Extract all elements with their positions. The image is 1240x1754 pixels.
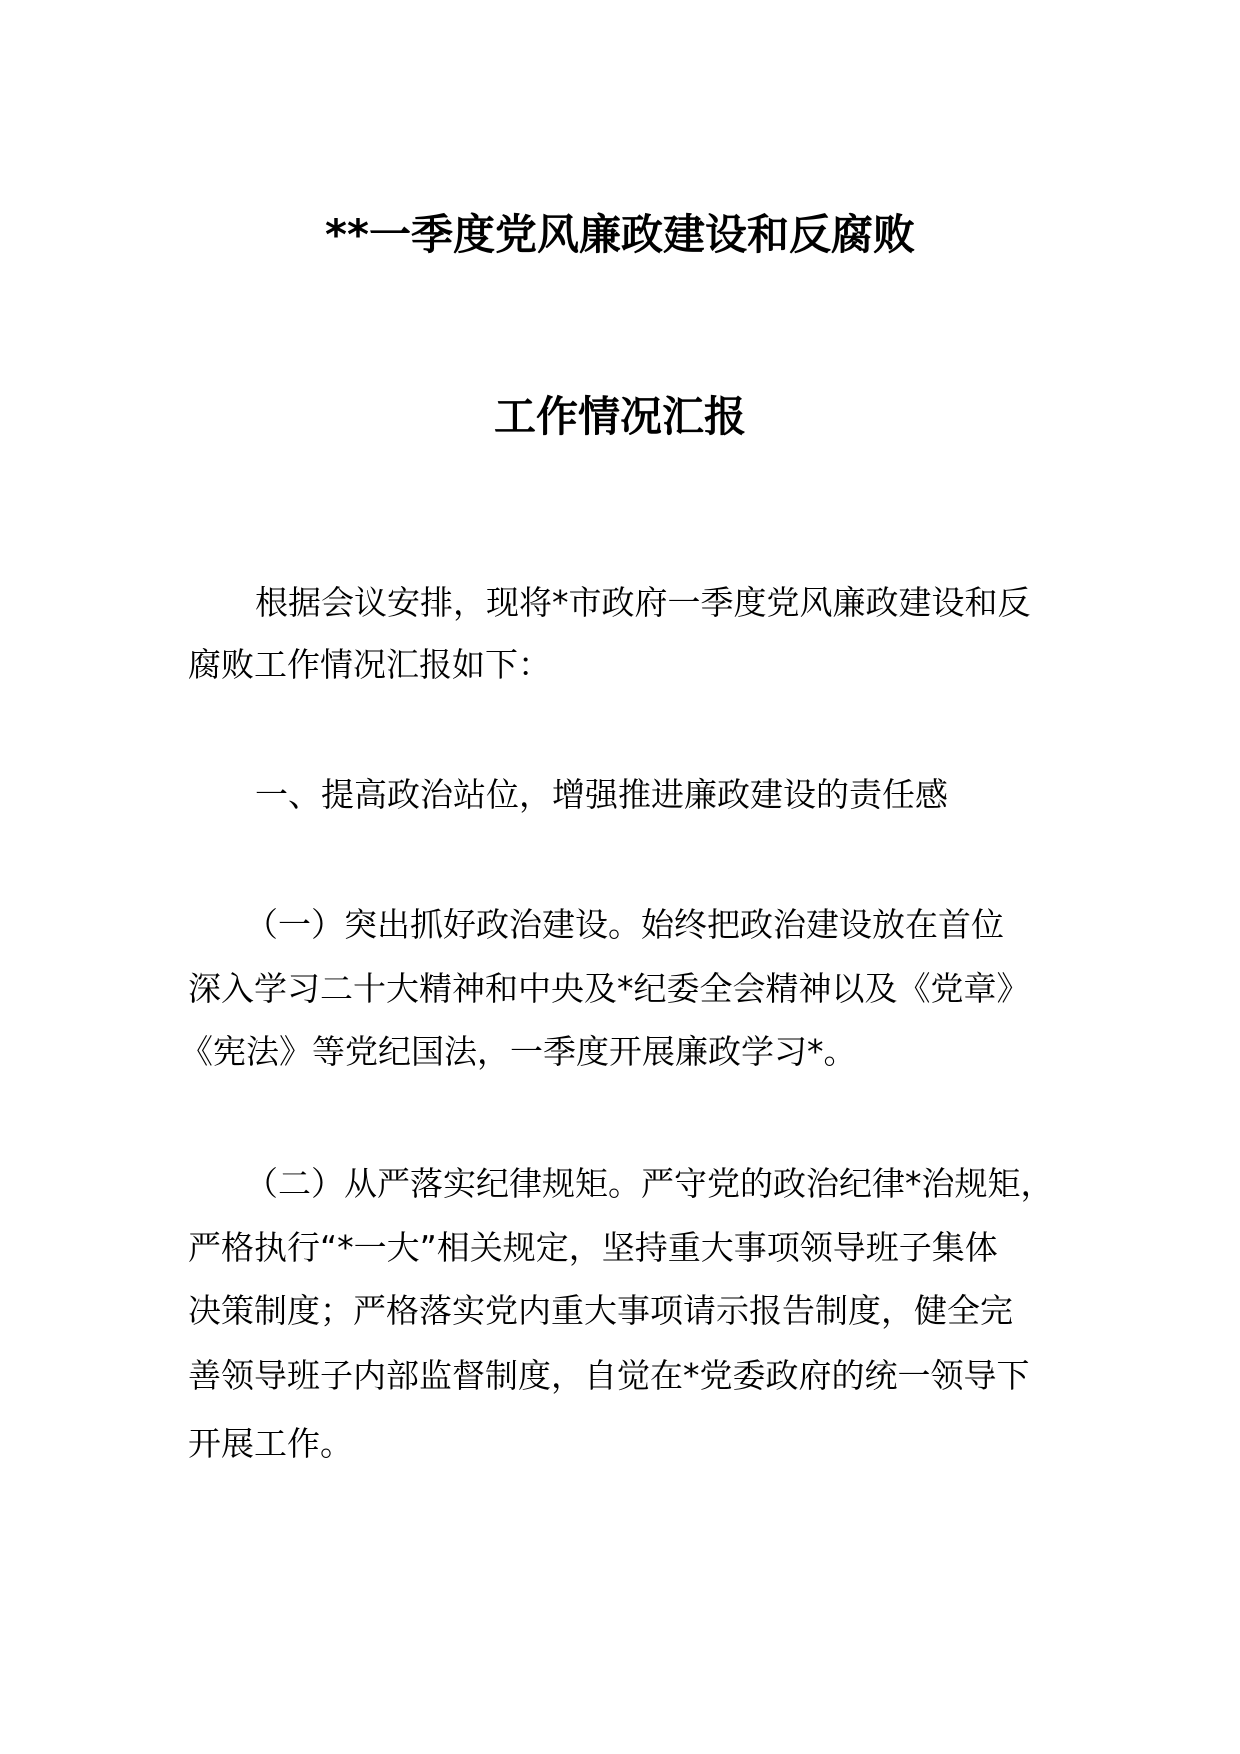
paragraph-line: 开展工作。 <box>188 1424 353 1463</box>
intro-line: 腐败工作情况汇报如下： <box>188 645 551 684</box>
paragraph-line: 《宪法》等党纪国法，一季度开展廉政学习*。 <box>180 1032 857 1071</box>
paragraph-line: 深入学习二十大精神和中央及*纪委全会精神以及《党章》 <box>188 969 1030 1008</box>
document-title-line-2: 工作情况汇报 <box>493 392 746 441</box>
paragraph-line: （二）从严落实纪律规矩。严守党的政治纪律*治规矩， <box>245 1164 1054 1203</box>
intro-line: 根据会议安排，现将*市政府一季度党风廉政建设和反 <box>255 583 1031 622</box>
paragraph-line: 善领导班子内部监督制度，自觉在*党委政府的统一领导下 <box>188 1356 1030 1395</box>
document-title-line-1: **一季度党风廉政建设和反腐败 <box>325 210 915 259</box>
paragraph-line: 决策制度；严格落实党内重大事项请示报告制度，健全完 <box>188 1291 1013 1330</box>
paragraph-line: 严格执行“*一大”相关规定，坚持重大事项领导班子集体 <box>188 1228 998 1267</box>
section-heading: 一、提高政治站位，增强推进廉政建设的责任感 <box>255 775 948 814</box>
paragraph-line: （一）突出抓好政治建设。始终把政治建设放在首位 <box>245 905 1004 944</box>
